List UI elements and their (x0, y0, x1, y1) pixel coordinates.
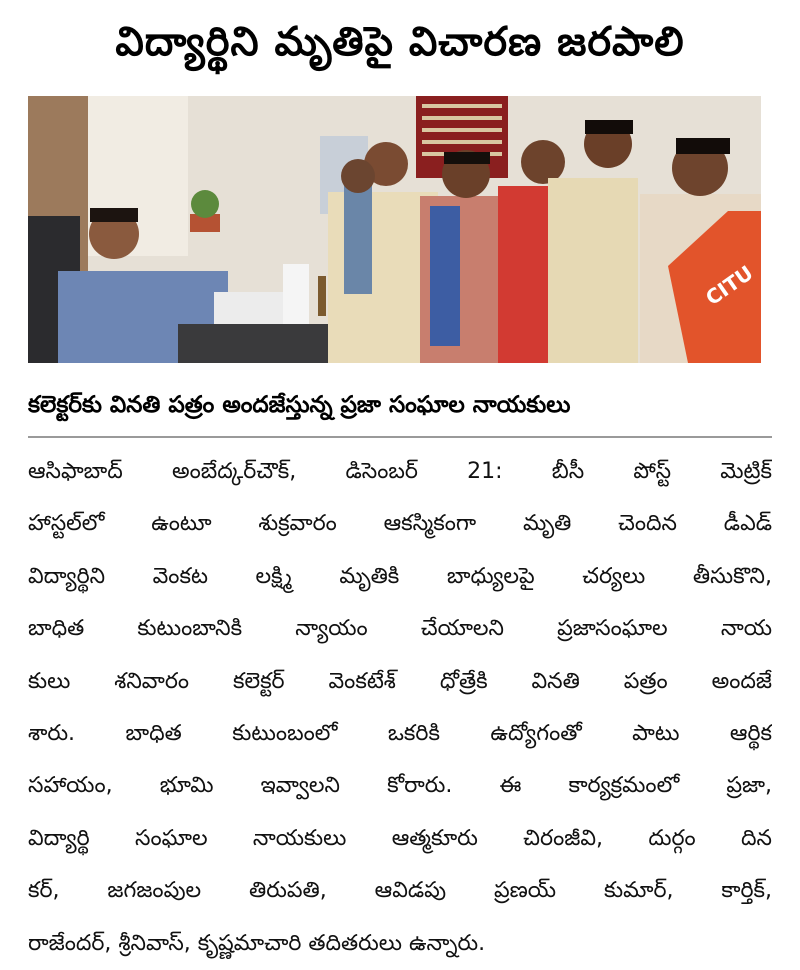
body-line: కర్, జగజంపుల తిరుపతి, ఆవిడపు ప్రణయ్ కుమార్, కార్తిక్, (28, 878, 772, 904)
headline: విద్యార్థిని మృతిపై విచారణ జరపాలి (115, 19, 685, 65)
body-line: రాజేందర్, శ్రీనివాస్, కృష్ణమాచారి తదితరులు ఉన్నారు. (28, 930, 486, 956)
body-line: ఆసిఫాబాద్ అంబేద్కర్‌చౌక్, డిసెంబర్ 21: బీసీ పోస్ట్ మెట్రిక్ (28, 459, 772, 484)
sash-text: CITU (701, 260, 758, 311)
divider (28, 436, 772, 438)
body-line: సహాయం, భూమి ఇవ్వాలని కోరారు. ఈ కార్యక్రమంలో ప్రజా, (28, 773, 772, 799)
body-line: బాధిత కుటుంబానికి న్యాయం చేయాలని ప్రజాసంఘాల నాయ (28, 616, 772, 642)
body-line: శారు. బాధిత కుటుంబంలో ఒకరికి ఉద్యోగంతో పాటు ఆర్థిక (28, 720, 772, 746)
body-line: విద్యార్థి సంఘాల నాయకులు ఆత్మకూరు చిరంజీవి, దుర్గం దిన (28, 825, 772, 851)
photo-icon (28, 96, 761, 363)
body-line: విద్యార్థిని వెంకట లక్ష్మి మృతికి బాధ్యులపై చర్యలు తీసుకొని, (28, 563, 772, 589)
body-line: హాస్టల్‌లో ఉంటూ శుక్రవారం ఆకస్మికంగా మృతి చెందిన డీఎడ్ (28, 511, 772, 537)
body-line: కులు శనివారం కలెక్టర్ వెంకటేశ్ ధోత్రేకి వినతి పత్రం అందజే (28, 668, 772, 694)
photo-caption: కలెక్టర్‌కు వినతి పత్రం అందజేస్తున్న ప్రజా సంఘాల నాయకులు (28, 392, 571, 418)
news-photo (28, 96, 761, 363)
article-body (28, 446, 772, 970)
